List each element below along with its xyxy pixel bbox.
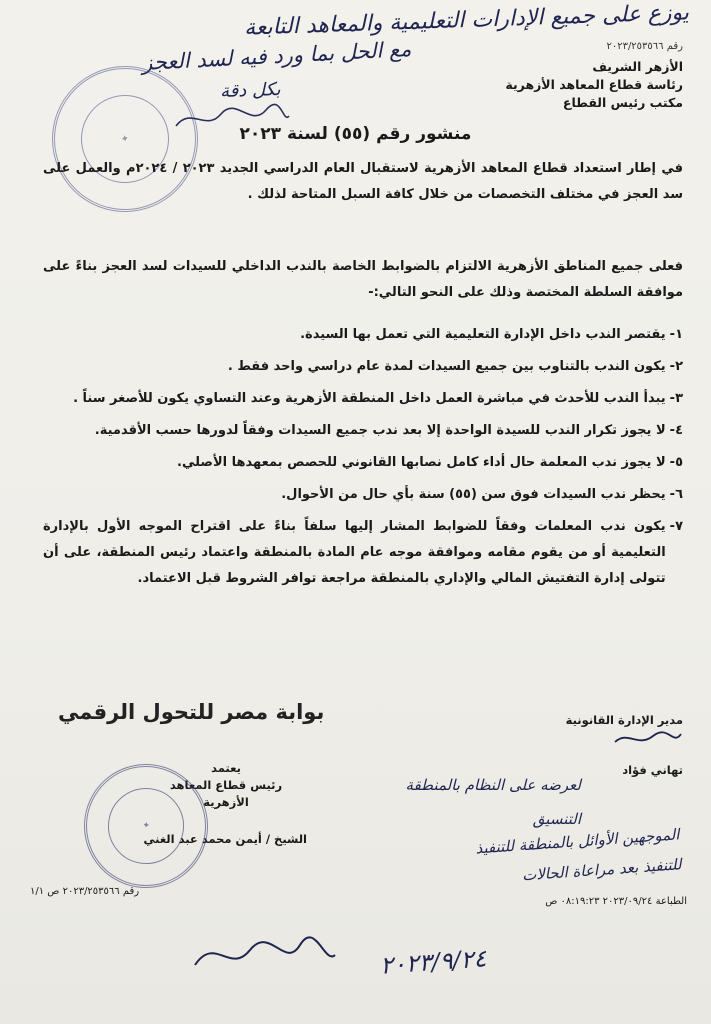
instruction-paragraph: فعلى جميع المناطق الأزهرية الالتزام بالضوابط الخاصة بالندب الداخلي للسيدات لسد العجز بناءً على موافقة السلطة المختصة وذلك على النحو التالي:- (43, 259, 683, 300)
list-item-text: يقتصر الندب داخل الإدارة التعليمية التي تعمل بها السيدة. (300, 327, 666, 342)
handwritten-note-line1: يوزع على جميع الإدارات التعليمية والمعاهد التابعة (243, 0, 690, 41)
list-item-number: ١- (669, 327, 683, 342)
document-title: منشور رقم (٥٥) لسنة ٢٠٢٣ (239, 124, 472, 144)
letterhead (443, 38, 683, 112)
rules-list (43, 322, 683, 598)
list-item (43, 354, 683, 380)
handwritten-date: ٢٠٢٣/٩/٢٤ (379, 944, 488, 980)
handwritten-note-line3: بكل دقة (220, 78, 282, 103)
list-item-number: ٢- (669, 359, 683, 374)
letterhead-line2: رئاسة قطاع المعاهد الأزهرية (505, 77, 683, 92)
handwritten-mid-line2: التنسيق (532, 810, 581, 828)
list-item-number: ٧- (669, 519, 683, 534)
list-item-text: لا يجوز تكرار الندب للسيدة الواحدة إلا بعد ندب جميع السيدات وفقاً لدورها حسب الأقدمية. (94, 423, 666, 438)
legal-title: مدير الإدارة القانونية (565, 713, 683, 727)
legal-signature-scribble (613, 728, 683, 750)
list-item-text: يكون ندب المعلمات وفقاً للضوابط المشار إليها سلفاً بناءً على اقتراح الموجه الأول بالإدارة التعليمية أو من يقوم مقامه وموافقة موجه عام المادة بالمنطقة واعتماد رئيس المنطقة، على أن تتولى إدارة التفتيش المالي والإداري بالمنطقة مراجعة توافر الشروط قبل الاعتماد. (43, 519, 666, 586)
list-item-text: لا يجوز ندب المعلمة حال أداء كامل نصابها القانوني للحصص بمعهدها الأصلي. (177, 455, 666, 470)
list-item-number: ٣- (669, 391, 683, 406)
footer-print-date: الطباعة ٢٠٢٣/٠٩/٢٤ ٠٨:١٩:٢٣ ص (545, 896, 687, 907)
handwritten-signature-bottom (190, 925, 340, 985)
list-item-number: ٦- (669, 487, 683, 502)
handwritten-annotation-mid (361, 768, 581, 836)
letterhead-line3: مكتب رئيس القطاع (562, 95, 683, 110)
handwritten-mid-line1: لعرضه على النظام بالمنطقة (405, 776, 581, 794)
legal-name: تهاني فؤاد (622, 763, 683, 777)
handwritten-low-line2: للتنفيذ بعد مراعاة الحالات (521, 855, 683, 885)
letterhead-line1: الأزهر الشريف (592, 59, 683, 74)
list-item (43, 386, 683, 412)
watermark-caption: بوابة مصر للتحول الرقمي (58, 700, 325, 724)
approval-position: رئيس قطاع المعاهد الأزهرية (169, 778, 283, 809)
handwritten-low-line1: الموجهين الأوائل بالمنطقة للتنفيذ (474, 825, 680, 858)
list-item-number: ٥- (669, 455, 683, 470)
list-item (43, 450, 683, 476)
footer-reference: رقم ٢٠٢٣/٢٥٣٥٦٦ ص ١/١ (30, 886, 140, 897)
reference-number: رقم ٢٠٢٣/٢٥٣٥٦٦ (606, 41, 683, 52)
approver-name: الشيخ / أيمن محمد عبد الغني (143, 832, 307, 846)
approval-label: يعتمد (211, 761, 241, 775)
list-item (43, 514, 683, 592)
list-item-text: يكون الندب بالتناوب بين جميع السيدات لمدة عام دراسي واحد فقط . (227, 359, 666, 374)
list-item (43, 482, 683, 508)
seal-inner-ring: ✦ (103, 783, 189, 869)
handwritten-note-line2: مع الحل بما ورد فيه لسد العجز (141, 36, 412, 76)
list-item-text: يحظر ندب السيدات فوق سن (٥٥) سنة بأي حال من الأحوال. (281, 487, 666, 502)
list-item-number: ٤- (669, 423, 683, 438)
seal-inner-ring: ✦ (73, 87, 177, 191)
list-item (43, 322, 683, 348)
intro-paragraph: في إطار استعداد قطاع المعاهد الأزهرية لاستقبال العام الدراسي الجديد ٢٠٢٣ / ٢٠٢٤م والعمل على سد العجز في مختلف التخصصات من خلال كافة السبل المتاحة لذلك . (43, 161, 683, 202)
list-item-text: يبدأ الندب للأحدث في مباشرة العمل داخل المنطقة الأزهرية وعند التساوي يكون للأصغر سناً . (73, 391, 666, 406)
list-item (43, 418, 683, 444)
